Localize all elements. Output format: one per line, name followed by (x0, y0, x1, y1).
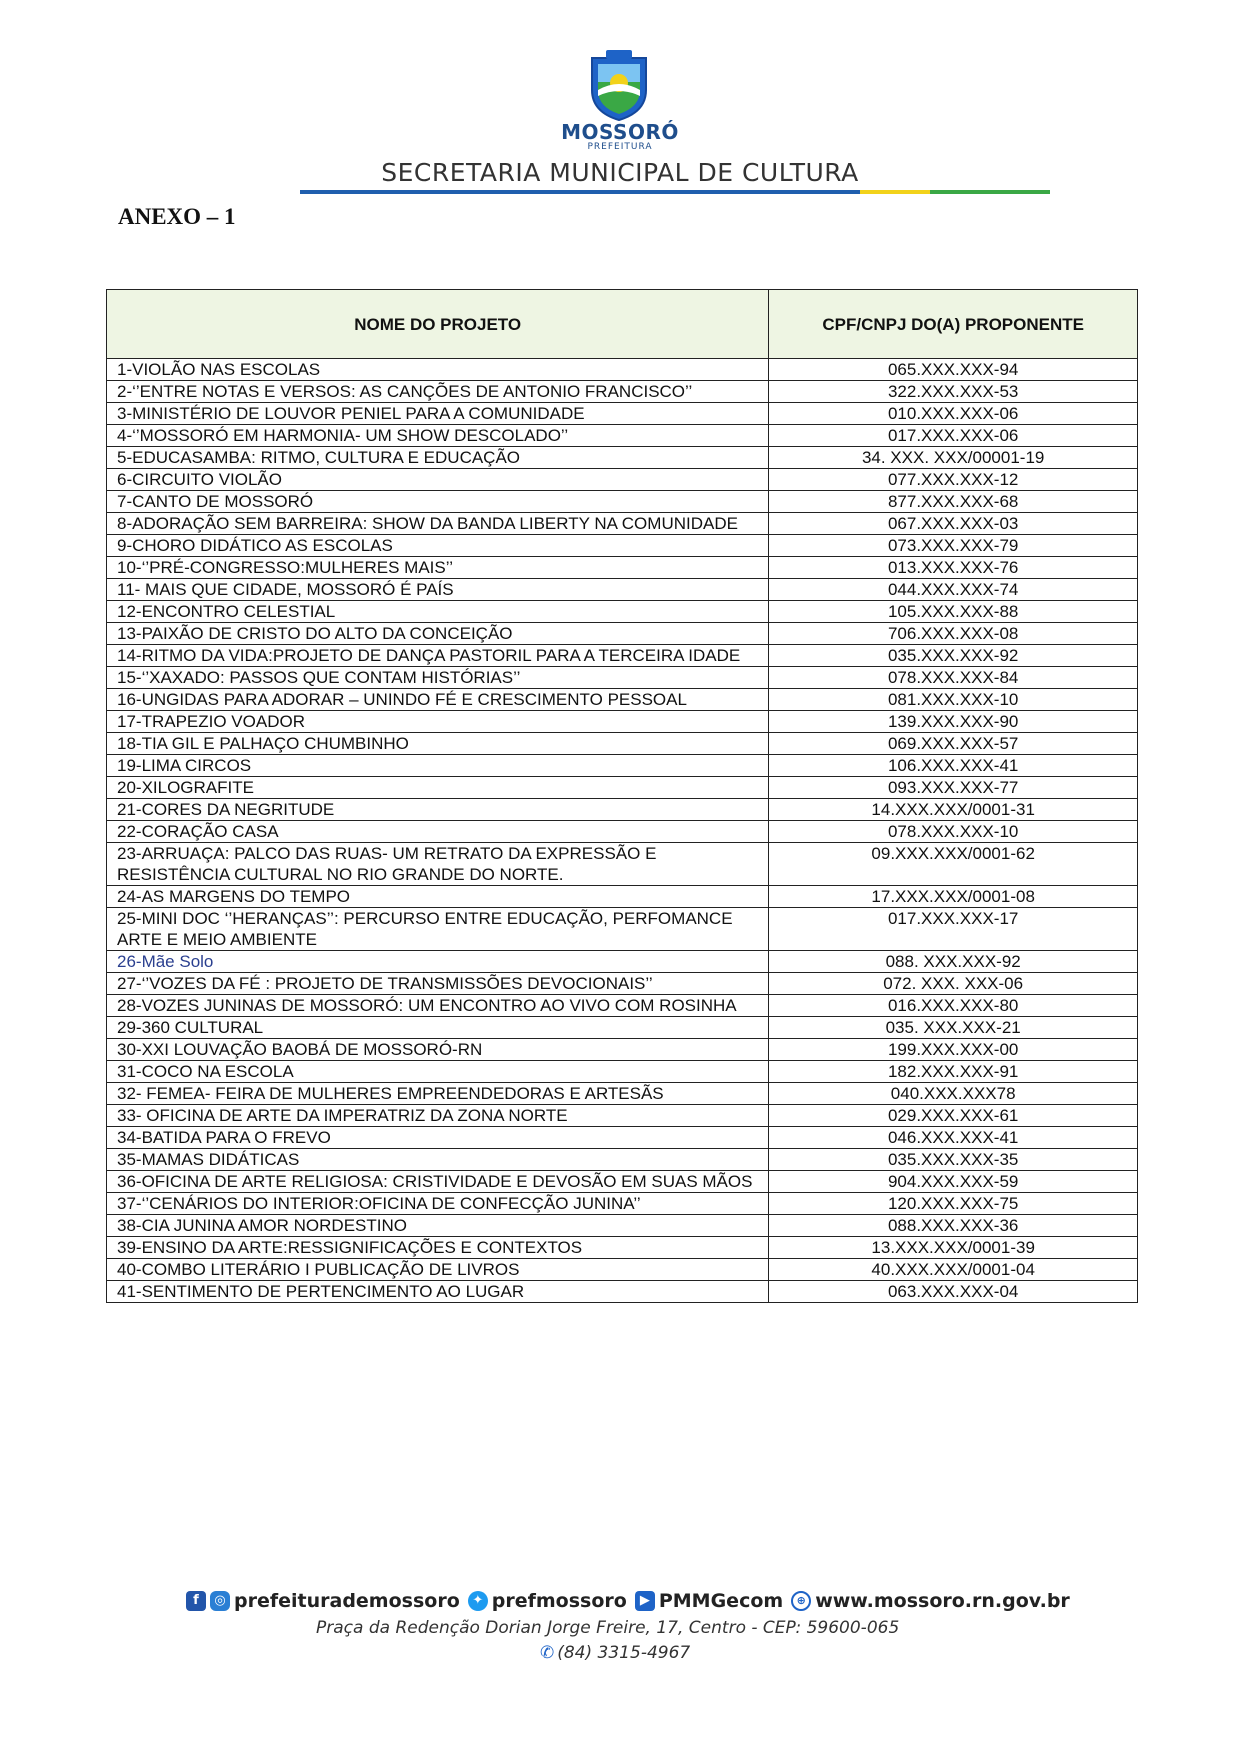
globe-icon: ⊕ (791, 1591, 811, 1611)
table-row (107, 535, 1138, 557)
table-header-row (107, 290, 1138, 359)
table-row (107, 689, 1138, 711)
project-name-cell: 30-XXI LOUVAÇÃO BAOBÁ DE MOSSORÓ-RN (107, 1039, 769, 1061)
cpf-cnpj-cell: 877.XXX.XXX-68 (769, 491, 1138, 513)
table-row (107, 579, 1138, 601)
cpf-cnpj-cell: 073.XXX.XXX-79 (769, 535, 1138, 557)
project-name-cell: 12-ENCONTRO CELESTIAL (107, 601, 769, 623)
cpf-cnpj-cell: 017.XXX.XXX-06 (769, 425, 1138, 447)
cpf-cnpj-cell: 067.XXX.XXX-03 (769, 513, 1138, 535)
cpf-cnpj-cell: 34. XXX. XXX/00001-19 (769, 447, 1138, 469)
header-stripe-green (930, 190, 1050, 194)
table-row (107, 1193, 1138, 1215)
cpf-cnpj-cell: 035.XXX.XXX-35 (769, 1149, 1138, 1171)
table-row (107, 1215, 1138, 1237)
table-row (107, 447, 1138, 469)
project-name-cell: 3-MINISTÉRIO DE LOUVOR PENIEL PARA A COMUNIDADE (107, 403, 769, 425)
cpf-cnpj-cell: 013.XXX.XXX-76 (769, 557, 1138, 579)
table-row (107, 1281, 1138, 1303)
project-name-cell: 36-OFICINA DE ARTE RELIGIOSA: CRISTIVIDADE E DEVOSÃO EM SUAS MÃOS (107, 1171, 769, 1193)
project-name-cell: 32- FEMEA- FEIRA DE MULHERES EMPREENDEDORAS E ARTESÃS (107, 1083, 769, 1105)
project-name-cell: 16-UNGIDAS PARA ADORAR – UNINDO FÉ E CRESCIMENTO PESSOAL (107, 689, 769, 711)
project-name-cell: 24-AS MARGENS DO TEMPO (107, 886, 769, 908)
table-row (107, 908, 1138, 951)
cpf-cnpj-cell: 016.XXX.XXX-80 (769, 995, 1138, 1017)
cpf-cnpj-cell: 065.XXX.XXX-94 (769, 359, 1138, 381)
project-name-cell: 34-BATIDA PARA O FREVO (107, 1127, 769, 1149)
cpf-cnpj-cell: 035.XXX.XXX-92 (769, 645, 1138, 667)
table-row (107, 1127, 1138, 1149)
project-name-cell: 7-CANTO DE MOSSORÓ (107, 491, 769, 513)
table-row (107, 886, 1138, 908)
project-name-cell: 15-‘’XAXADO: PASSOS QUE CONTAM HISTÓRIAS’’ (107, 667, 769, 689)
project-name-cell: 21-CORES DA NEGRITUDE (107, 799, 769, 821)
table-row (107, 1105, 1138, 1127)
project-name-cell: 40-COMBO LITERÁRIO I PUBLICAÇÃO DE LIVROS (107, 1259, 769, 1281)
table-row (107, 1017, 1138, 1039)
project-name-cell: 8-ADORAÇÃO SEM BARREIRA: SHOW DA BANDA LIBERTY NA COMUNIDADE (107, 513, 769, 535)
project-name-cell: 5-EDUCASAMBA: RITMO, CULTURA E EDUCAÇÃO (107, 447, 769, 469)
project-name-cell: 9-CHORO DIDÁTICO AS ESCOLAS (107, 535, 769, 557)
table-row (107, 623, 1138, 645)
cpf-cnpj-cell: 13.XXX.XXX/0001-39 (769, 1237, 1138, 1259)
project-name-cell: 31-COCO NA ESCOLA (107, 1061, 769, 1083)
project-name-cell: 25-MINI DOC ‘’HERANÇAS’’: PERCURSO ENTRE EDUCAÇÃO, PERFOMANCE ARTE E MEIO AMBIENTE (107, 908, 769, 951)
table-row (107, 799, 1138, 821)
social-links (186, 1590, 1070, 1612)
cpf-cnpj-cell: 069.XXX.XXX-57 (769, 733, 1138, 755)
cpf-cnpj-cell: 010.XXX.XXX-06 (769, 403, 1138, 425)
cpf-cnpj-cell: 09.XXX.XXX/0001-62 (769, 843, 1138, 886)
project-name-cell: 41-SENTIMENTO DE PERTENCIMENTO AO LUGAR (107, 1281, 769, 1303)
table-row (107, 491, 1138, 513)
cpf-cnpj-cell: 14.XXX.XXX/0001-31 (769, 799, 1138, 821)
social-handle: prefeiturademossoro (234, 1590, 460, 1612)
table-row (107, 667, 1138, 689)
table-row (107, 557, 1138, 579)
project-name-cell: 1-VIOLÃO NAS ESCOLAS (107, 359, 769, 381)
cpf-cnpj-cell: 081.XXX.XXX-10 (769, 689, 1138, 711)
cpf-cnpj-cell: 077.XXX.XXX-12 (769, 469, 1138, 491)
cpf-cnpj-cell: 904.XXX.XXX-59 (769, 1171, 1138, 1193)
header-stripe-blue (300, 190, 860, 194)
project-name-cell: 22-CORAÇÃO CASA (107, 821, 769, 843)
youtube-icon: ▶ (635, 1591, 655, 1611)
table-row (107, 821, 1138, 843)
project-name-cell: 20-XILOGRAFITE (107, 777, 769, 799)
table-row (107, 381, 1138, 403)
twitter-icon: ✦ (468, 1591, 488, 1611)
project-name-cell: 4-‘’MOSSORÓ EM HARMONIA- UM SHOW DESCOLADO’’ (107, 425, 769, 447)
table-row (107, 1039, 1138, 1061)
website-link: www.mossoro.rn.gov.br (815, 1590, 1070, 1612)
cpf-cnpj-cell: 078.XXX.XXX-10 (769, 821, 1138, 843)
table-row (107, 951, 1138, 973)
address: Praça da Redenção Dorian Jorge Freire, 17, Centro - CEP: 59600-065 (316, 1618, 900, 1638)
cpf-cnpj-cell: 182.XXX.XXX-91 (769, 1061, 1138, 1083)
cpf-cnpj-cell: 093.XXX.XXX-77 (769, 777, 1138, 799)
secretaria-title: SECRETARIA MUNICIPAL DE CULTURA (381, 158, 859, 187)
project-name-cell: 28-VOZES JUNINAS DE MOSSORÓ: UM ENCONTRO AO VIVO COM ROSINHA (107, 995, 769, 1017)
table-row (107, 1259, 1138, 1281)
cpf-cnpj-cell: 106.XXX.XXX-41 (769, 755, 1138, 777)
brand-name: MOSSORÓ (561, 120, 679, 144)
cpf-cnpj-cell: 029.XXX.XXX-61 (769, 1105, 1138, 1127)
project-name-cell: 14-RITMO DA VIDA:PROJETO DE DANÇA PASTORIL PARA A TERCEIRA IDADE (107, 645, 769, 667)
phone-line (540, 1643, 690, 1663)
table-row (107, 645, 1138, 667)
page-header (0, 0, 1241, 200)
annex-title: ANEXO – 1 (118, 204, 236, 229)
page-footer (0, 1590, 1241, 1670)
table-row (107, 1083, 1138, 1105)
mossoro-crest-logo (584, 50, 654, 122)
project-name-cell: 26-Mãe Solo (107, 951, 769, 973)
project-name-cell: 38-CIA JUNINA AMOR NORDESTINO (107, 1215, 769, 1237)
cpf-cnpj-cell: 063.XXX.XXX-04 (769, 1281, 1138, 1303)
cpf-cnpj-cell: 706.XXX.XXX-08 (769, 623, 1138, 645)
table-row (107, 995, 1138, 1017)
youtube-handle: PMMGecom (658, 1590, 784, 1612)
project-name-cell: 19-LIMA CIRCOS (107, 755, 769, 777)
table-row (107, 425, 1138, 447)
cpf-cnpj-cell: 322.XXX.XXX-53 (769, 381, 1138, 403)
table-row (107, 1061, 1138, 1083)
project-name-cell: 18-TIA GIL E PALHAÇO CHUMBINHO (107, 733, 769, 755)
cpf-cnpj-cell: 40.XXX.XXX/0001-04 (769, 1259, 1138, 1281)
twitter-handle: prefmossoro (491, 1590, 627, 1612)
column-header-nome: NOME DO PROJETO (107, 290, 769, 359)
project-name-cell: 35-MAMAS DIDÁTICAS (107, 1149, 769, 1171)
cpf-cnpj-cell: 072. XXX. XXX-06 (769, 973, 1138, 995)
cpf-cnpj-cell: 17.XXX.XXX/0001-08 (769, 886, 1138, 908)
cpf-cnpj-cell: 088. XXX.XXX-92 (769, 951, 1138, 973)
project-name-cell: 33- OFICINA DE ARTE DA IMPERATRIZ DA ZONA NORTE (107, 1105, 769, 1127)
table-row (107, 1149, 1138, 1171)
column-header-cpf: CPF/CNPJ DO(A) PROPONENTE (769, 290, 1138, 359)
project-name-cell: 29-360 CULTURAL (107, 1017, 769, 1039)
brand-subtitle: PREFEITURA (587, 142, 653, 152)
cpf-cnpj-cell: 017.XXX.XXX-17 (769, 908, 1138, 951)
project-name-cell: 27-‘’VOZES DA FÉ : PROJETO DE TRANSMISSÕES DEVOCIONAIS’’ (107, 973, 769, 995)
project-name-cell: 6-CIRCUITO VIOLÃO (107, 469, 769, 491)
phone-number: (84) 3315-4967 (557, 1643, 691, 1663)
phone-icon: ✆ (540, 1643, 555, 1663)
cpf-cnpj-cell: 105.XXX.XXX-88 (769, 601, 1138, 623)
project-name-cell: 11- MAIS QUE CIDADE, MOSSORÓ É PAÍS (107, 579, 769, 601)
table-row (107, 403, 1138, 425)
project-name-cell: 10-‘’PRÉ-CONGRESSO:MULHERES MAIS’’ (107, 557, 769, 579)
table-row (107, 733, 1138, 755)
table-row (107, 601, 1138, 623)
table-row (107, 469, 1138, 491)
project-name-cell: 13-PAIXÃO DE CRISTO DO ALTO DA CONCEIÇÃO (107, 623, 769, 645)
table-row (107, 359, 1138, 381)
project-name-cell: 23-ARRUAÇA: PALCO DAS RUAS- UM RETRATO DA EXPRESSÃO E RESISTÊNCIA CULTURAL NO RIO GRANDE DO NORTE. (107, 843, 769, 886)
header-stripe-yellow (860, 190, 930, 194)
table-row (107, 973, 1138, 995)
cpf-cnpj-cell: 044.XXX.XXX-74 (769, 579, 1138, 601)
table-row (107, 1237, 1138, 1259)
cpf-cnpj-cell: 040.XXX.XXX78 (769, 1083, 1138, 1105)
cpf-cnpj-cell: 199.XXX.XXX-00 (769, 1039, 1138, 1061)
project-name-cell: 37-‘’CENÁRIOS DO INTERIOR:OFICINA DE CONFECÇÃO JUNINA’’ (107, 1193, 769, 1215)
instagram-icon: ◎ (210, 1591, 230, 1611)
table-row (107, 513, 1138, 535)
cpf-cnpj-cell: 139.XXX.XXX-90 (769, 711, 1138, 733)
table-row (107, 843, 1138, 886)
project-name-cell: 2-‘’ENTRE NOTAS E VERSOS: AS CANÇÕES DE ANTONIO FRANCISCO’’ (107, 381, 769, 403)
table-row (107, 1171, 1138, 1193)
cpf-cnpj-cell: 078.XXX.XXX-84 (769, 667, 1138, 689)
cpf-cnpj-cell: 046.XXX.XXX-41 (769, 1127, 1138, 1149)
table-row (107, 777, 1138, 799)
project-name-cell: 39-ENSINO DA ARTE:RESSIGNIFICAÇÕES E CONTEXTOS (107, 1237, 769, 1259)
cpf-cnpj-cell: 035. XXX.XXX-21 (769, 1017, 1138, 1039)
facebook-icon: f (186, 1591, 206, 1611)
table-row (107, 755, 1138, 777)
cpf-cnpj-cell: 120.XXX.XXX-75 (769, 1193, 1138, 1215)
cpf-cnpj-cell: 088.XXX.XXX-36 (769, 1215, 1138, 1237)
table-row (107, 711, 1138, 733)
projects-table (106, 289, 1138, 1303)
project-name-cell: 17-TRAPEZIO VOADOR (107, 711, 769, 733)
